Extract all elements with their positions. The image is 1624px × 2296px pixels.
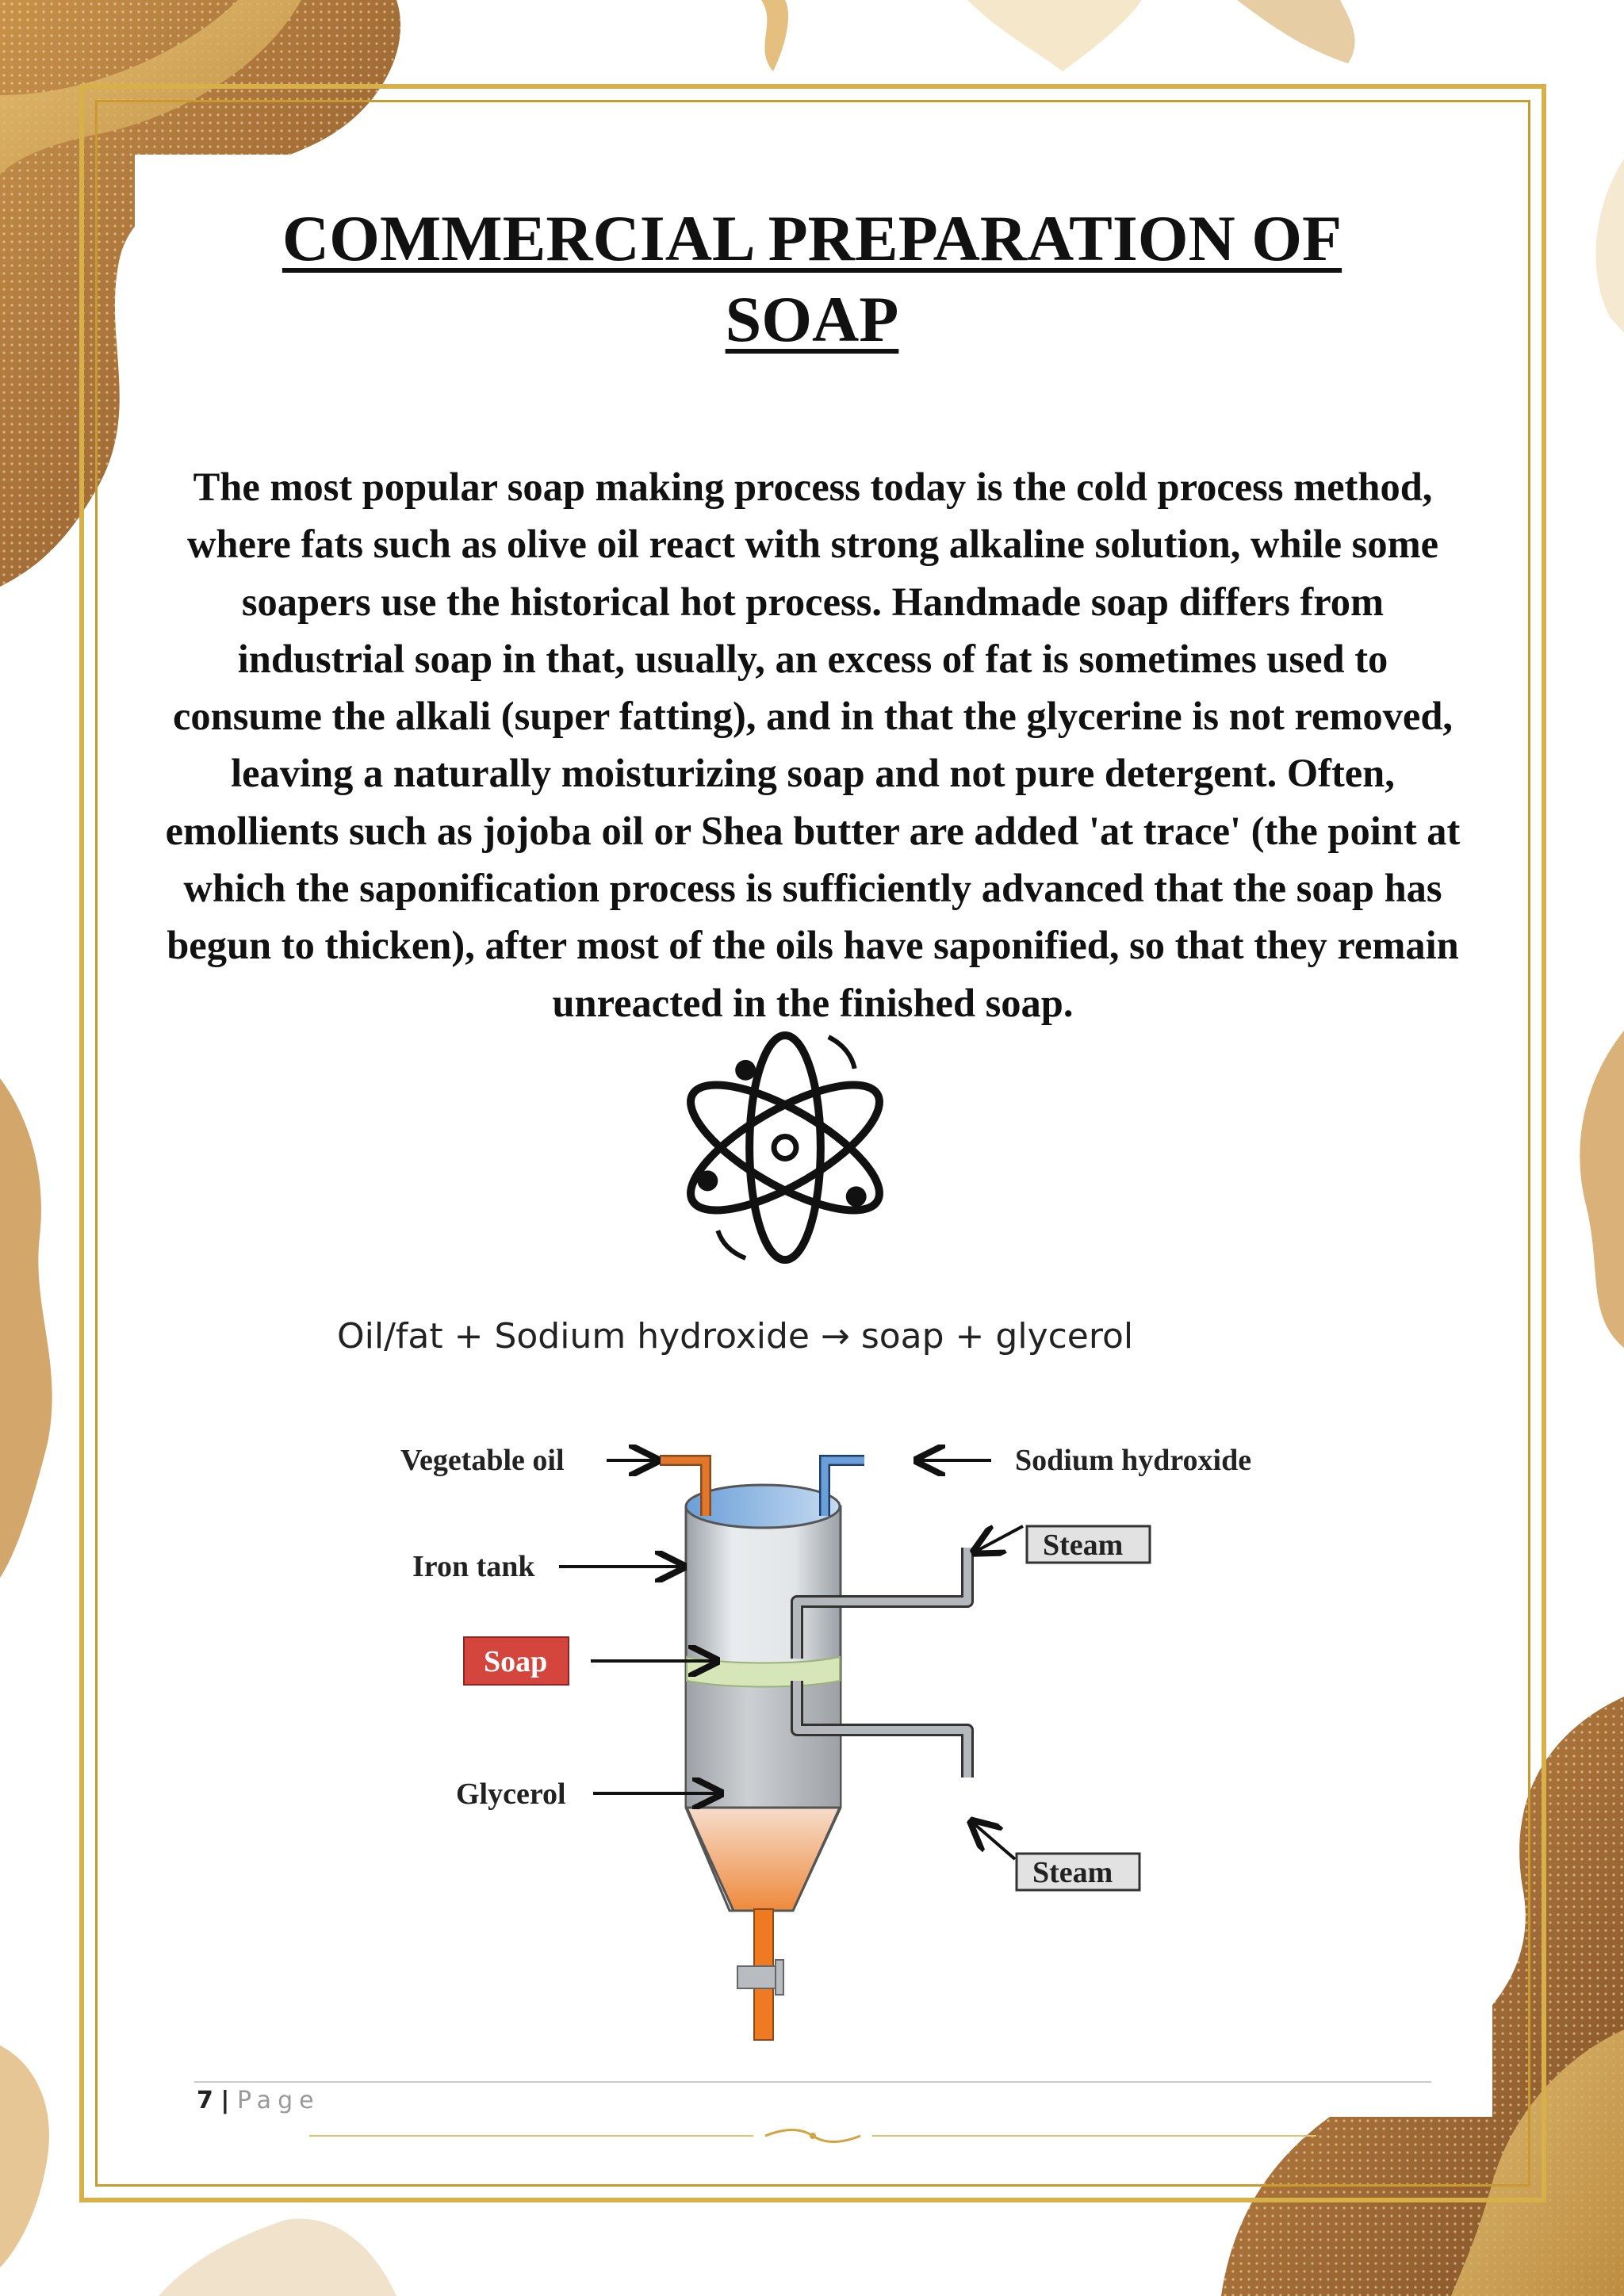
title-line-1: COMMERCIAL PREPARATION OF [282,202,1342,274]
footer-divider [194,2081,1431,2083]
label-steam-bottom: Steam [1032,1856,1113,1889]
tank-cone [687,1808,840,1911]
page-title [0,198,1624,360]
soap-tank-diagram [381,1427,1316,2045]
chemical-equation: Oil/fat + Sodium hydroxide → soap + glycerol [337,1316,1134,1357]
label-vegetable-oil: Vegetable oil [400,1444,565,1477]
body-paragraph: The most popular soap making process today is the cold process method, where fats such as olive oil react with strong alkaline solution, while some soapers use the historical hot process. Handmade soap differs from industrial soap in that, usually, an excess of fat is sometimes used to consume the alkali (super fatting), and in that the glycerine is not removed, leaving a naturally moisturizing soap and not pure detergent. Often, emollients such as jojoba oil or Shea butter are added 'at trace' (the point at which the saponification process is sufficiently advanced that the soap has begun to thicken), after most of the oils have saponified, so that they remain unreacted in the finished soap. [165,465,1461,1025]
atom-icon [674,1031,896,1265]
label-iron-tank: Iron tank [412,1550,535,1583]
title-line-2: SOAP [725,283,899,355]
page-footer [197,2087,320,2114]
label-sodium-hydroxide: Sodium hydroxide [1015,1444,1252,1477]
footer-ornament [309,2128,1316,2144]
label-glycerol: Glycerol [456,1777,566,1811]
page-separator: | [220,2087,230,2114]
page-label: Page [236,2087,320,2114]
page-number: 7 [197,2087,213,2114]
label-steam-top: Steam [1043,1529,1124,1562]
label-soap: Soap [484,1645,548,1678]
